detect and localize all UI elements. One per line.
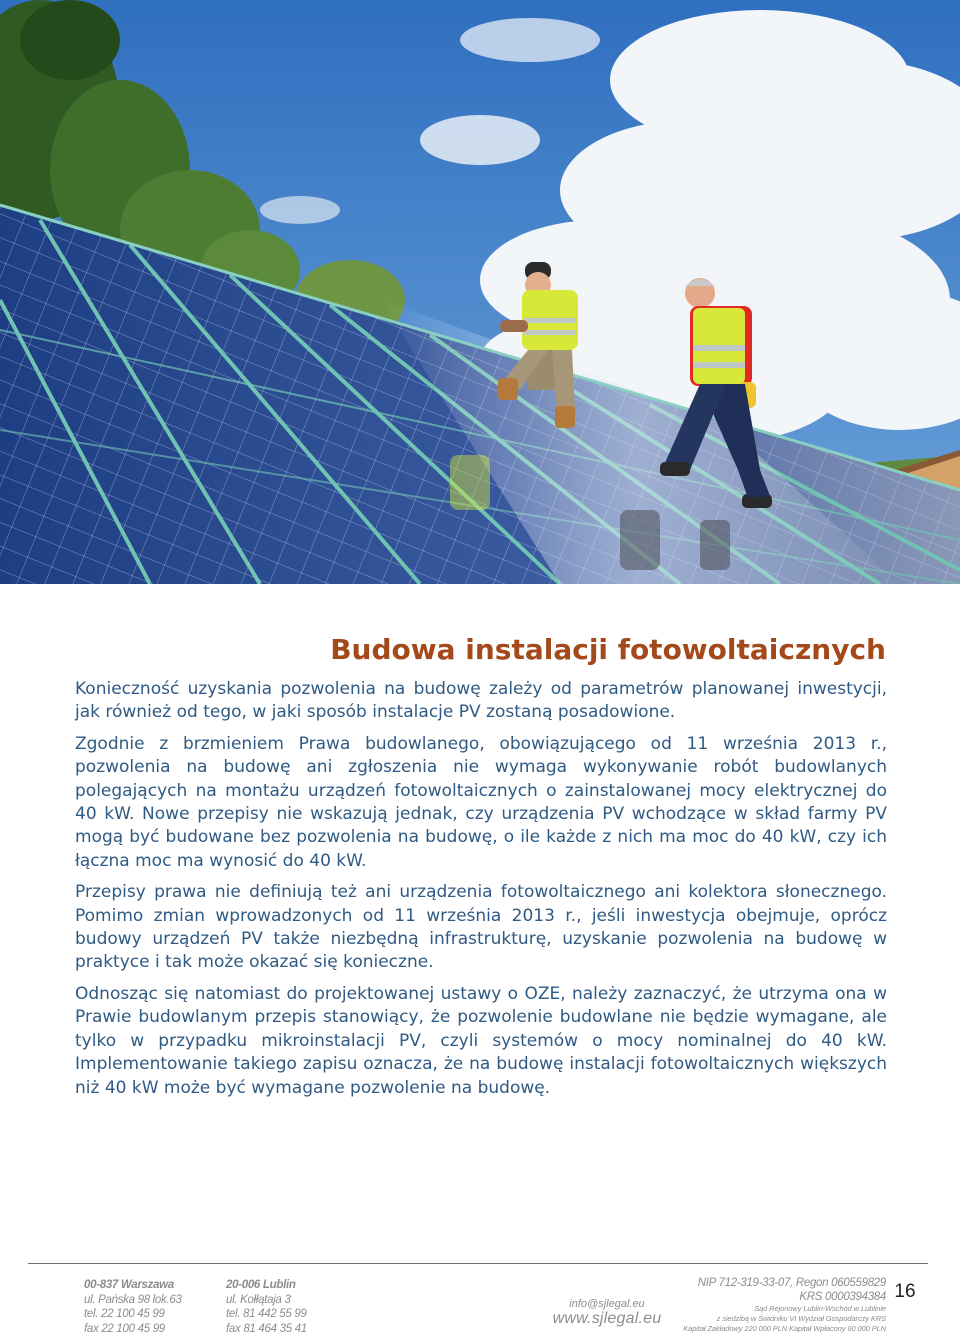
court-line-1: Sąd Rejonowy Lublin-Wschód w Lublinie [754,1304,886,1313]
court-line-2: z siedzibą w Świdniku VI Wydział Gospodarczy KRS [716,1314,886,1323]
address-fax: fax 81 464 35 41 [226,1322,307,1335]
address-street: ul. Kołłątaja 3 [226,1293,291,1306]
nip-regon: NIP 712-319-33-07, Regon 060559829 [697,1277,886,1289]
paragraph-3: Przepisy prawa nie definiują też ani urządzenia fotowoltaicznego ani kolektora słonecznego. Pomimo zmian wprowadzonych od 11 września 2013 r., jeśli inwestycja obejmuje, oprócz budowy urządzeń PV także niezbędną infrastrukturę, uzyskanie pozwolenia na budowę w praktyce i tak może okazać się konieczne. [75,882,887,973]
paragraph-4: Odnosząc się natomiast do projektowanej ustawy o OZE, należy zaznaczyć, że utrzyma ona w Prawie budowlanym przepis stanowiący, że pozwolenie budowlane nie będzie wymagane, ale tylko w przypadku mikroinstalacji PV, czyli systemów o mocy nominalnej do 40 kW. Implementowanie takiego zapisu oznacza, że na budowę instalacji fotowoltaicznych większych niż 40 kW może być wymagane pozwolenie na budowę. [75,983,887,1098]
krs-number: KRS 0000394384 [799,1291,886,1303]
paragraph-1: Konieczność uzyskania pozwolenia na budowę zależy od parametrów planowanej inwestycji, jak również od tego, w jaki sposób instalacje PV zostaną posadowione. [75,679,887,723]
email-link[interactable]: info@sjlegal.eu [569,1298,645,1310]
address-street: ul. Pańska 98 lok.63 [84,1293,182,1306]
address-warszawa [84,1278,182,1336]
share-capital: Kapitał Zakładowy 220 000 PLN Kapitał Wpłacony 60 000 PLN [683,1324,886,1333]
address-city: 20-006 Lublin [226,1279,296,1291]
paragraph-2: Zgodnie z brzmieniem Prawa budowlanego, obowiązującego od 11 września 2013 r., pozwolenia na budowę ani zgłoszenia nie wymaga wykonywanie robót budowlanych polegających na montażu urządzeń fotowoltaicznych o zainstalowanej mocy elektrycznej do 40 kW. Nowe przepisy nie wskazują jednak, czy urządzenia PV wchodzące w skład farmy PV mogą być budowane bez pozwolenia na budowę, o ile każde z nich ma moc do 40 kW, czy ich łączna moc ma wynosić do 40 kW. [75,733,887,871]
article-body [75,678,887,1108]
footer-divider [28,1263,928,1264]
solar-roof-illustration [0,0,960,584]
page-number: 16 [894,1281,916,1302]
address-tel: tel. 81 442 55 99 [226,1308,307,1320]
contact [552,1298,662,1328]
address-lublin [226,1278,307,1336]
address-city: 00-837 Warszawa [84,1279,174,1291]
article-title: Budowa instalacji fotowoltaicznych [330,633,886,666]
address-fax: fax 22 100 45 99 [84,1322,165,1335]
footer [0,1276,960,1340]
company-registration [680,1276,886,1334]
website-link[interactable]: www.sjlegal.eu [552,1310,662,1327]
hero-photo [0,0,960,584]
address-tel: tel. 22 100 45 99 [84,1308,165,1320]
